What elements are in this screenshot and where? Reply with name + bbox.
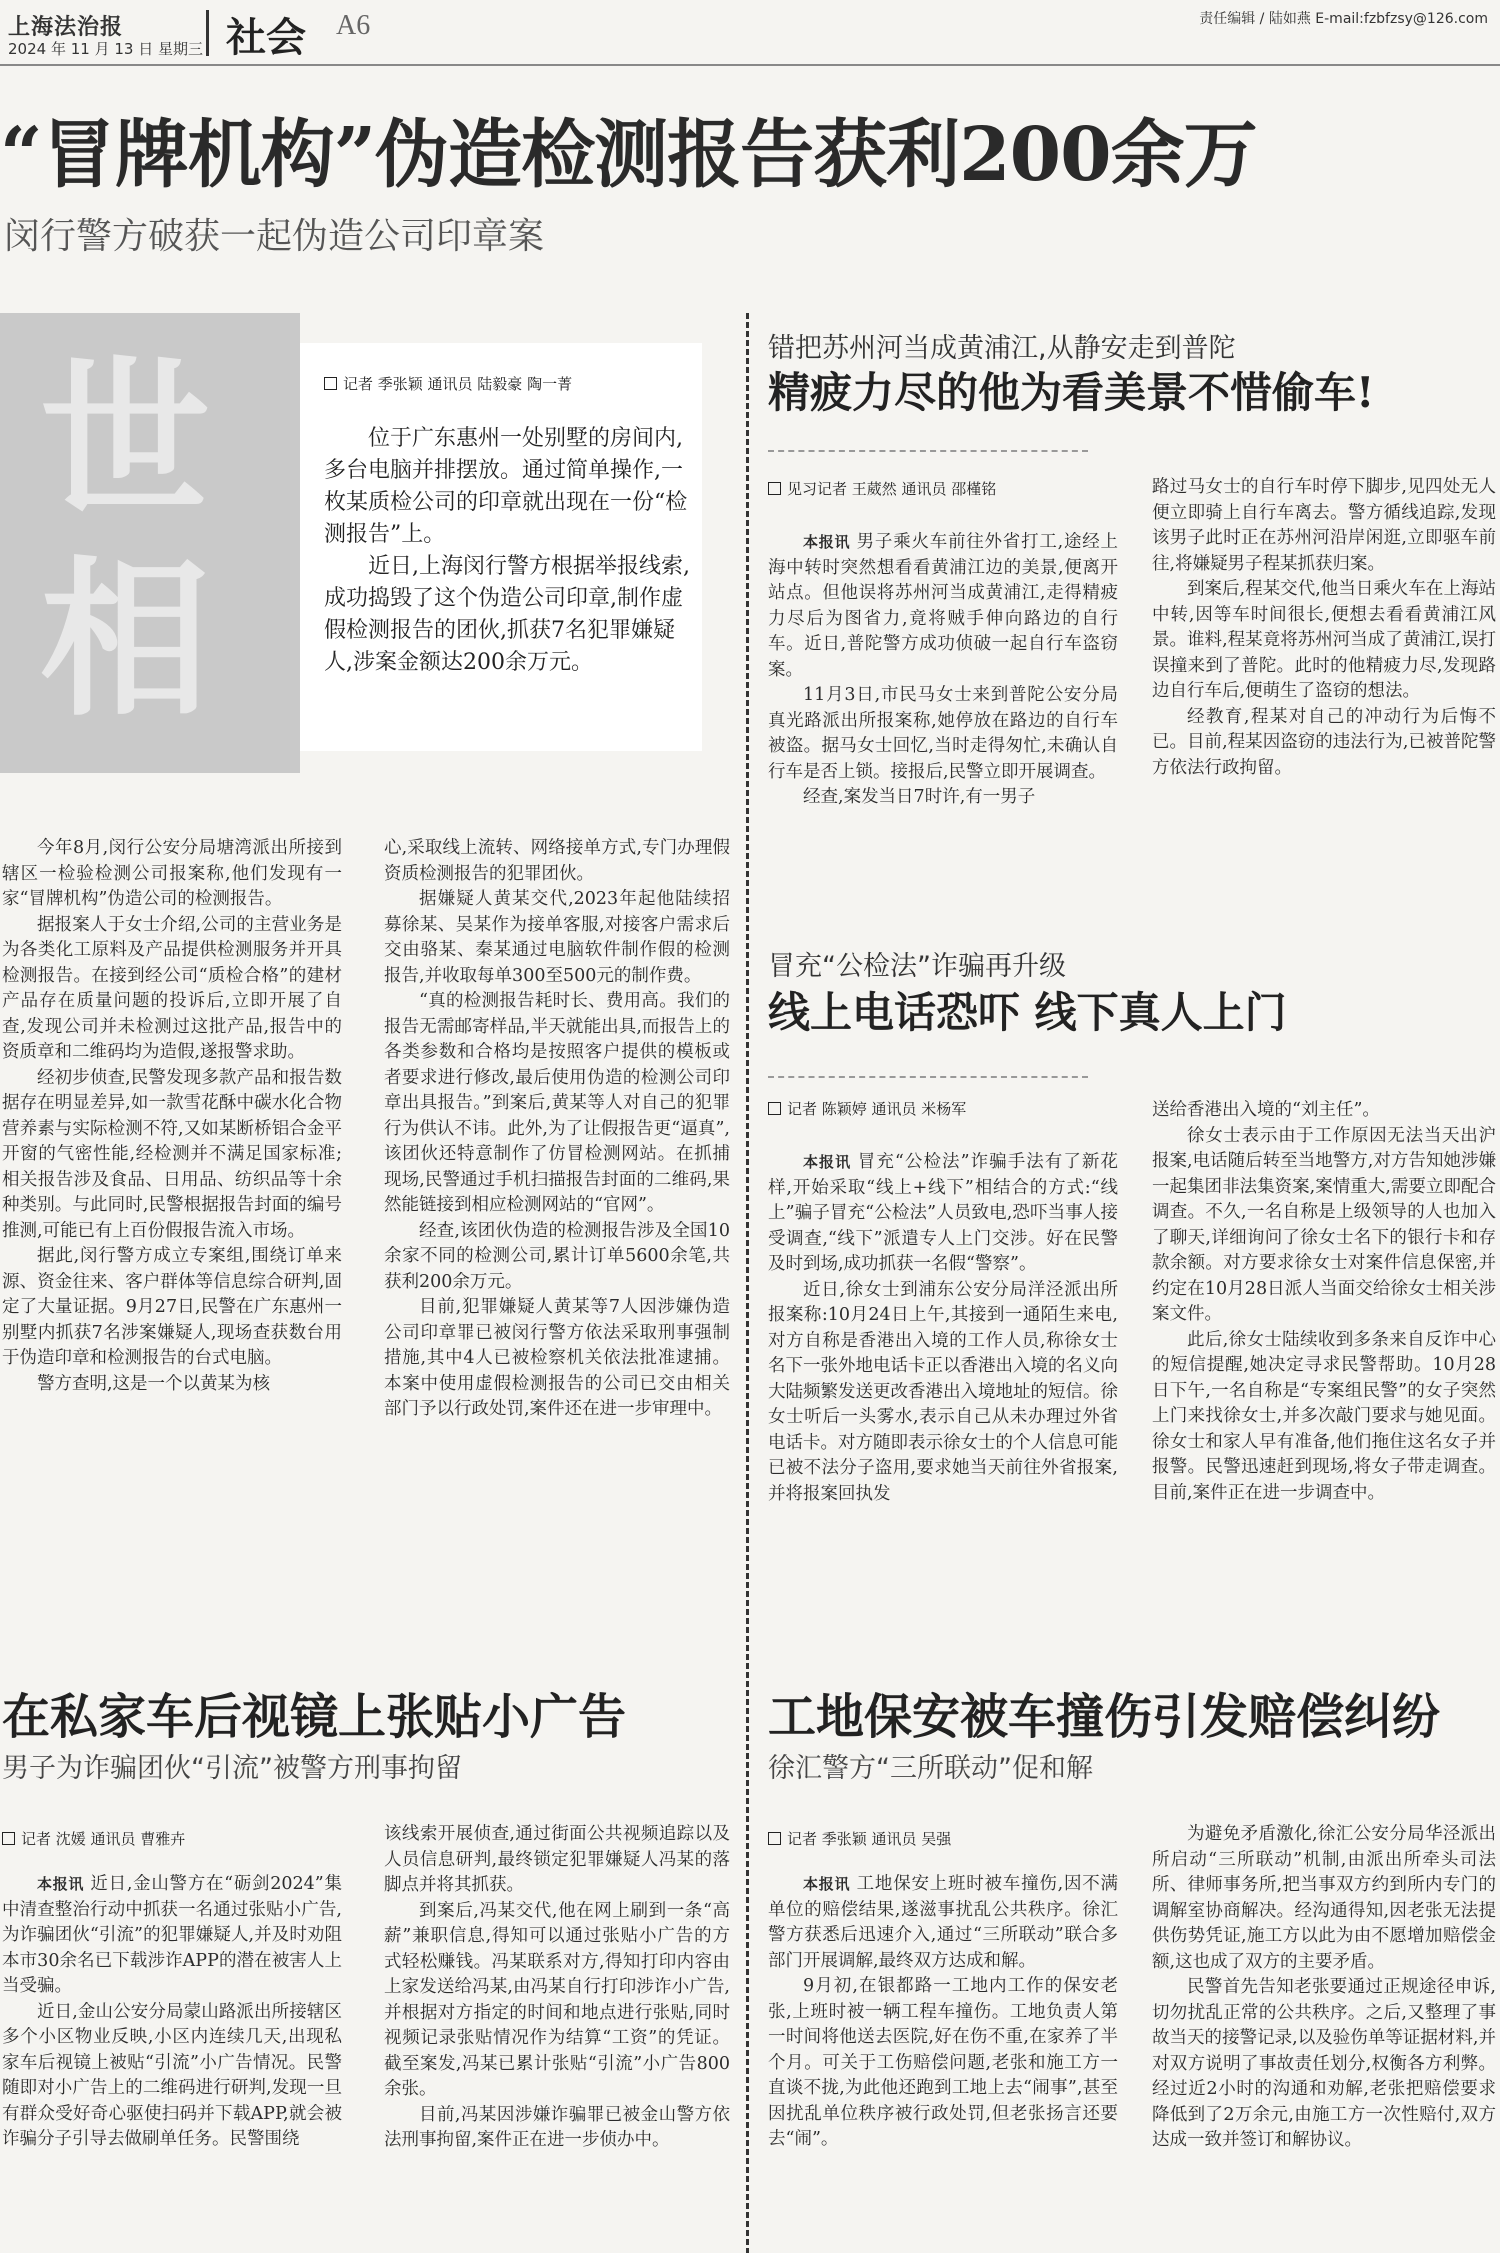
- fraud-col-2: [1152, 1098, 1496, 1506]
- body-paragraph: 经查,该团伙伪造的检测报告涉及全国10余家不同的检测公司,累计订单5600余笔,共获利200余万元。: [384, 1220, 730, 1292]
- issue-date: 2024 年 11 月 13 日 星期三: [8, 40, 203, 58]
- ads-col-2: [384, 1822, 730, 2154]
- bicycle-headline: 精疲力尽的他为看美景不惜偷车!: [768, 368, 1375, 417]
- guard-byline-text: 记者 季张颖 通讯员 吴强: [787, 1830, 952, 1848]
- fraud-byline: [768, 1098, 966, 1119]
- body-paragraph: 据报案人于女士介绍,公司的主营业务是为各类化工原料及产品提供检测服务并开具检测报告。在接到经公司“质检合格”的建材产品存在质量问题的投诉后,立即开展了自查,发现公司并未检测过这批产品,报告中的资质章和二维码均为造假,遂报警求助。: [2, 914, 342, 1062]
- body-paragraph: 此后,徐女士陆续收到多条来自反诈中心的短信提醒,她决定寻求民警帮助。10月28日下午,一名自称是“专案组民警”的女子突然上门来找徐女士,并多次敲门要求与她见面。徐女士和家人早有准备,他们拖住这名女子并报警。民警迅速赶到现场,将女子带走调查。目前,案件正在进一步调查中。: [1152, 1329, 1496, 1503]
- column-label-char-1: 世: [40, 340, 211, 540]
- body-paragraph: 据嫌疑人黄某交代,2023年起他陆续招募徐某、吴某作为接单客服,对接客户需求后交由骆某、秦某通过电脑软件制作假的检测报告,并收取每单300至500元的制作费。: [384, 889, 730, 986]
- lead-paragraph: 近日,上海闵行警方根据举报线索,成功捣毁了这个伪造公司印章,制作虚假检测报告的团伙,抓获7名犯罪嫌疑人,涉案金额达200余万元。: [324, 554, 690, 675]
- body-text: 男子乘火车前往外省打工,途经上海中转时突然想看看黄浦江边的美景,便离开站点。但他误将苏州河当成黄浦江,走得精疲力尽后为图省力,竟将贼手伸向路边的自行车。近日,普陀警方成功侦破一起自行车盗窃案。: [768, 532, 1118, 680]
- byline-square-icon: [324, 377, 337, 390]
- main-byline: [324, 373, 572, 394]
- bicycle-subhead: 错把苏州河当成黄浦江,从静安走到普陀: [768, 333, 1236, 364]
- byline-square-icon: [768, 482, 781, 495]
- body-paragraph: 近日,金山公安分局蒙山路派出所接辖区多个小区物业反映,小区内连续几天,出现私家车后视镜上被贴“引流”小广告情况。民警随即对小广告上的二维码进行研判,发现一旦有群众受好奇心驱使扫码并下载APP,就会被诈骗分子引导去做刷单任务。民警围绕: [2, 2001, 342, 2149]
- body-paragraph: 经教育,程某对自己的冲动行为后悔不已。目前,程某因盗窃的违法行为,已被普陀警方依法行政拘留。: [1152, 706, 1496, 778]
- body-paragraph: 目前,犯罪嫌疑人黄某等7人因涉嫌伪造公司印章罪已被闵行警方依法采取刑事强制措施,其中4人已被检察机关依法批准逮捕。本案中使用虚假检测报告的公司已交由相关部门予以行政处罚,案件还在进一步审理中。: [384, 1297, 730, 1419]
- paper-name: 上海法治报: [8, 14, 124, 40]
- body-paragraph: 9月初,在银都路一工地内工作的保安老张,上班时被一辆工程车撞伤。工地负责人第一时间将他送去医院,好在伤不重,在家养了半个月。可关于工伤赔偿问题,老张和施工方一直谈不拢,为此他还跑到工地上去“闹事”,甚至因扰乱单位秩序被行政处罚,但老张扬言还要去“闹”。: [768, 1976, 1118, 2149]
- body-paragraph: 民警首先告知老张要通过正规途径申诉,切勿扰乱正常的公共秩序。之后,又整理了事故当天的接警记录,以及验伤单等证据材料,并对双方说明了事故责任划分,权衡各方利弊。经过近2小时的沟通和劝解,老张把赔偿要求降低到了2万余元,由施工方一次性赔付,双方达成一致并签订和解协议。: [1152, 1977, 1496, 2150]
- body-paragraph: 今年8月,闵行公安分局塘湾派出所接到辖区一检验检测公司报案称,他们发现有一家“冒牌机构”伪造公司的检测报告。: [2, 838, 342, 909]
- body-paragraph: 据此,闵行警方成立专案组,围绕订单来源、资金往来、客户群体等信息综合研判,固定了大量证据。9月27日,民警在广东惠州一别墅内抓获7名涉案嫌疑人,现场查获数台用于伪造印章和检测报告的台式电脑。: [2, 1246, 342, 1368]
- editor-info: 责任编辑 / 陆如燕 E-mail:fzbfzsy@126.com: [1199, 11, 1488, 27]
- masthead-divider: [206, 10, 209, 56]
- body-paragraph: “真的检测报告耗时长、费用高。我们的报告无需邮寄样品,半天就能出具,而报告上的各类参数和合格均是按照客户提供的模板或者要求进行修改,最后使用伪造的检测公司印章出具报告。”到案后,黄某等人对自己的犯罪行为供认不讳。此外,为了让假报告更“逼真”,该团伙还特意制作了仿冒检测网站。在抓捕现场,民警通过手机扫描报告封面的二维码,果然能链接到相应检测网站的“官网”。: [384, 991, 730, 1215]
- main-subhead: 闵行警方破获一起伪造公司印章案: [4, 216, 545, 257]
- ads-byline: [2, 1828, 185, 1849]
- fraud-col-1: [768, 1150, 1118, 1507]
- main-byline-text: 记者 季张颖 通讯员 陆毅豪 陶一菁: [343, 375, 573, 393]
- column-divider: [746, 313, 749, 2253]
- news-tag: 本报讯: [803, 1153, 852, 1171]
- body-paragraph: 为避免矛盾激化,徐汇公安分局华泾派出所启动“三所联动”机制,由派出所牵头司法所、律师事务所,把当事双方约到所内专门的调解室协商解决。经沟通得知,因老张无法提供伤势凭证,施工方以此为由不愿增加赔偿金额,这也成了双方的主要矛盾。: [1152, 1824, 1496, 1972]
- byline-square-icon: [768, 1102, 781, 1115]
- bicycle-col-2: [1152, 475, 1496, 781]
- news-tag: 本报讯: [803, 1875, 851, 1893]
- bicycle-col-1: [768, 530, 1118, 811]
- guard-headline: 工地保安被车撞伤引发赔偿纠纷: [768, 1689, 1441, 1745]
- story-rule: [768, 1076, 1088, 1078]
- section-name: 社会: [226, 14, 306, 61]
- lead-box: [300, 343, 702, 751]
- guard-col-2: [1152, 1822, 1496, 2154]
- main-col-2: [384, 836, 730, 1423]
- fraud-subhead: 冒充“公检法”诈骗再升级: [768, 951, 1066, 982]
- column-label-char-2: 相: [40, 540, 211, 740]
- ads-subhead: 男子为诈骗团伙“引流”被警方刑事拘留: [2, 1753, 462, 1784]
- ads-col-1: [2, 1872, 342, 2153]
- lead-paragraph: 位于广东惠州一处别墅的房间内,多台电脑并排摆放。通过简单操作,一枚某质检公司的印章就出现在一份“检测报告”上。: [324, 426, 688, 547]
- body-paragraph: 心,采取线上流转、网络接单方式,专门办理假资质检测报告的犯罪团伙。: [384, 838, 730, 884]
- guard-byline: [768, 1828, 951, 1849]
- body-paragraph: 经查,案发当日7时许,有一男子: [803, 787, 1036, 807]
- masthead: [0, 0, 1500, 66]
- body-paragraph: 11月3日,市民马女士来到普陀公安分局真光路派出所报案称,她停放在路边的自行车被盗。据马女士回忆,当时走得匆忙,未确认自行车是否上锁。接报后,民警立即开展调查。: [768, 685, 1118, 782]
- body-text: 近日,金山警方在“砺剑2024”集中清查整治行动中抓获一名通过张贴小广告,为诈骗团伙“引流”的犯罪嫌疑人,并及时劝阻本市30余名已下载涉诈APP的潜在被害人上当受骗。: [2, 1874, 342, 1996]
- page-number: A6: [336, 10, 371, 41]
- ads-headline: 在私家车后视镜上张贴小广告: [2, 1689, 627, 1745]
- body-paragraph: 到案后,程某交代,他当日乘火车在上海站中转,因等车时间很长,便想去看看黄浦江风景。谁料,程某竟将苏州河当成了黄浦江,误打误撞来到了普陀。此时的他精疲力尽,发现路边自行车后,便萌生了盗窃的想法。: [1152, 579, 1496, 701]
- body-paragraph: 路过马女士的自行车时停下脚步,见四处无人便立即骑上自行车离去。警方循线追踪,发现该男子此时正在苏州河沿岸闲逛,立即驱车前往,将嫌疑男子程某抓获归案。: [1152, 477, 1496, 574]
- main-headline: “冒牌机构”伪造检测报告获利200余万: [0, 112, 1257, 198]
- body-paragraph: 送给香港出入境的“刘主任”。: [1152, 1100, 1380, 1120]
- masthead-rule: [0, 64, 1500, 66]
- column-label-art: [0, 313, 300, 773]
- bicycle-byline-text: 见习记者 王葳然 通讯员 邵槿铭: [787, 480, 997, 498]
- fraud-headline: 线上电话恐吓 线下真人上门: [768, 988, 1287, 1037]
- guard-subhead: 徐汇警方“三所联动”促和解: [768, 1753, 1093, 1784]
- lead-text: [324, 423, 694, 679]
- body-paragraph: 近日,徐女士到浦东公安分局洋泾派出所报案称:10月24日上午,其接到一通陌生来电,对方自称是香港出入境的工作人员,称徐女士名下一张外地电话卡正以香港出入境的名义向大陆频繁发送更改香港出入境地址的短信。徐女士听后一头雾水,表示自己从未办理过外省电话卡。对方随即表示徐女士的个人信息可能已被不法分子盗用,要求她当天前往外省报案,并将报案回执发: [768, 1279, 1118, 1504]
- story-rule: [768, 450, 1088, 452]
- body-paragraph: 徐女士表示由于工作原因无法当天出沪报案,电话随后转至当地警方,对方告知她涉嫌一起集团非法集资案,案情重大,需要立即配合调查。不久,一名自称是上级领导的人也加入了聊天,详细询问了徐女士名下的银行卡和存款余额。对方要求徐女士对案件信息保密,并约定在10月28日派人当面交给徐女士相关涉案文件。: [1152, 1125, 1496, 1324]
- news-tag: 本报讯: [37, 1875, 85, 1893]
- ads-byline-text: 记者 沈媛 通讯员 曹雅卉: [21, 1830, 186, 1848]
- news-tag: 本报讯: [803, 533, 851, 551]
- byline-square-icon: [2, 1832, 15, 1845]
- guard-col-1: [768, 1872, 1118, 2153]
- body-paragraph: 经初步侦查,民警发现多款产品和报告数据存在明显差异,如一款雪花酥中碳水化合物营养素与实际检测不符,又如某断桥铝合金平开窗的气密性能,经检测并不满足国家标准;相关报告涉及食品、日用品、纺织品等十余种类别。与此同时,民警根据报告封面的编号推测,可能已有上百份假报告流入市场。: [2, 1067, 342, 1241]
- body-paragraph: 到案后,冯某交代,他在网上刷到一条“高薪”兼职信息,得知可以通过张贴小广告的方式轻松赚钱。冯某联系对方,得知打印内容由上家发送给冯某,由冯某自行打印涉诈小广告,并根据对方指定的时间和地点进行张贴,同时视频记录张贴情况作为结算“工资”的凭证。截至案发,冯某已累计张贴“引流”小广告800余张。: [384, 1900, 730, 2099]
- body-text: 工地保安上班时被车撞伤,因不满单位的赔偿结果,遂滋事扰乱公共秩序。徐汇警方获悉后迅速介入,通过“三所联动”联合多部门开展调解,最终双方达成和解。: [768, 1874, 1118, 1971]
- bicycle-byline: [768, 478, 996, 499]
- fraud-byline-text: 记者 陈颖婷 通讯员 米杨军: [787, 1100, 967, 1118]
- body-text: 冒充“公检法”诈骗手法有了新花样,开始采取“线上+线下”相结合的方式:“线上”骗子冒充“公检法”人员致电,恐吓当事人接受调查,“线下”派遣专人上门交涉。好在民警及时到场,成功抓获一名假“警察”。: [768, 1152, 1118, 1274]
- main-col-1: [2, 836, 342, 1397]
- byline-square-icon: [768, 1832, 781, 1845]
- body-paragraph: 目前,冯某因涉嫌诈骗罪已被金山警方依法刑事拘留,案件正在进一步侦办中。: [384, 2104, 730, 2150]
- body-paragraph: 警方查明,这是一个以黄某为核: [37, 1373, 271, 1394]
- body-paragraph: 该线索开展侦查,通过街面公共视频追踪以及人员信息研判,最终锁定犯罪嫌疑人冯某的落脚点并将其抓获。: [384, 1824, 730, 1895]
